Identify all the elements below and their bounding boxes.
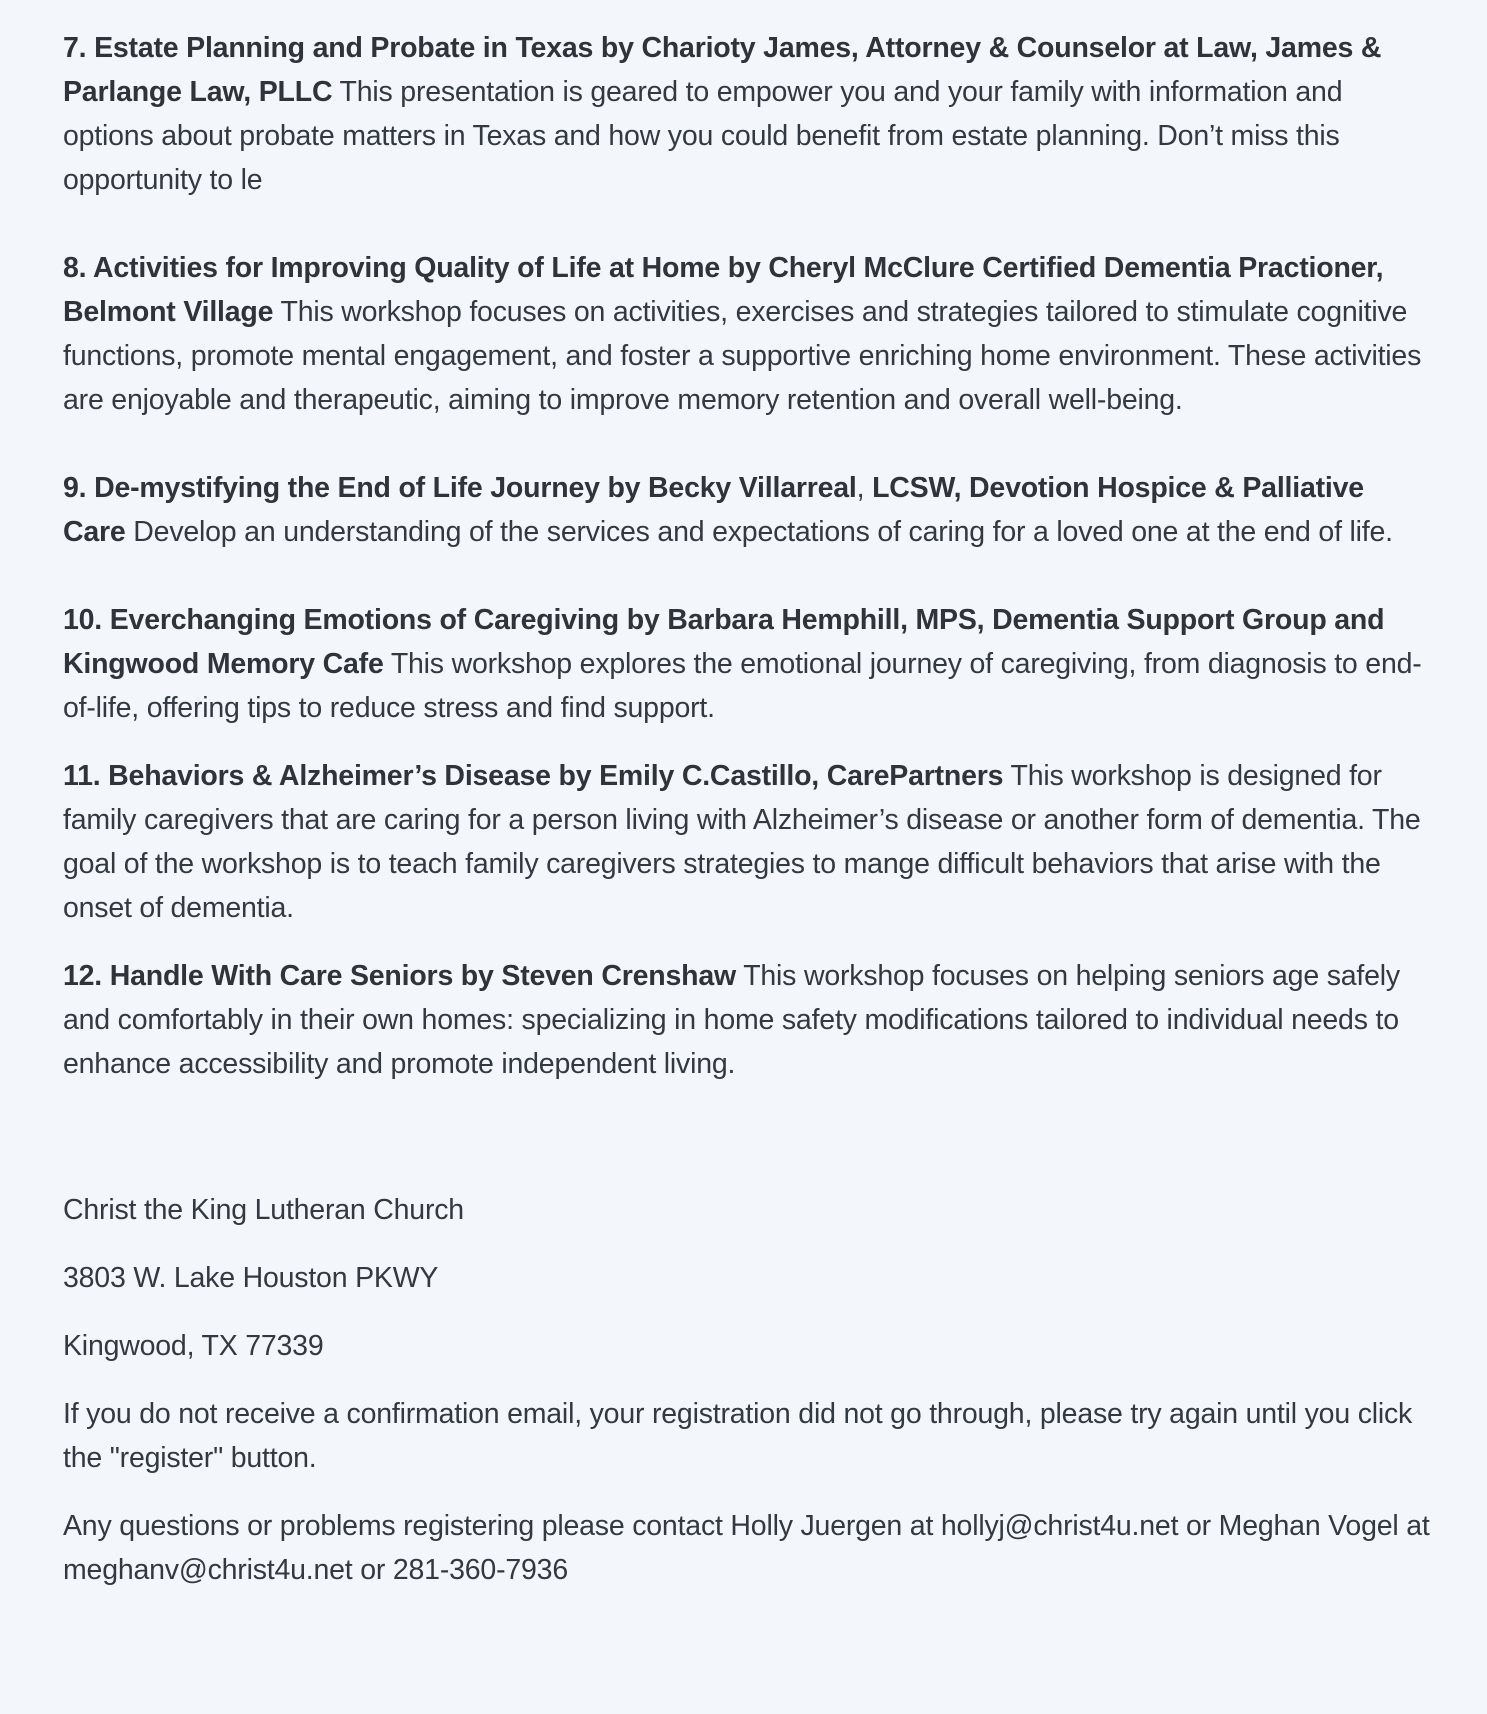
workshop-description: Develop an understanding of the services and expectations of caring for a loved one at the end of life. [125, 516, 1393, 548]
title-separator: , [856, 472, 873, 504]
venue-name: Christ the King Lutheran Church [63, 1194, 464, 1226]
workshop-title: 7. Estate Planning and Probate in Texas by Charioty James, Attorney & Counselor at Law, James & Parlange Law, PLLC [63, 32, 1382, 108]
confirmation-note: If you do not receive a confirmation email, your registration did not go through, please try again until you click the "register" button. [63, 1398, 1413, 1474]
workshop-title: 8. Activities for Improving Quality of Life at Home by Cheryl McClure Certified Dementia Practioner, Belmont Village [63, 252, 1384, 328]
workshop-8 [63, 246, 1433, 422]
workshop-7 [63, 26, 1433, 202]
workshop-12 [63, 954, 1433, 1086]
workshop-10 [63, 598, 1433, 730]
venue-city: Kingwood, TX 77339 [63, 1330, 324, 1362]
workshop-title: 11. Behaviors & Alzheimer’s Disease by Emily C.Castillo, CarePartners [63, 760, 1004, 792]
workshop-title-continued: LCSW, Devotion Hospice & Palliative Care [63, 472, 1364, 548]
workshop-title: 10. Everchanging Emotions of Caregiving by Barbara Hemphill, MPS, Dementia Support Group and Kingwood Memory Cafe [63, 604, 1385, 680]
workshop-11 [63, 754, 1433, 930]
venue-street: 3803 W. Lake Houston PKWY [63, 1262, 439, 1294]
workshop-description: This workshop focuses on helping seniors age safely and comfortably in their own homes: specializing in home safety modifications tailored to individual needs to enhance accessibility and promote independent living. [63, 960, 1400, 1080]
workshop-description: This workshop is designed for family caregivers that are caring for a person living with Alzheimer’s disease or another form of dementia. The goal of the workshop is to teach family caregivers strategies to mange difficult behaviors that arise with the onset of dementia. [63, 760, 1421, 924]
workshop-title: 9. De-mystifying the End of Life Journey by Becky Villarreal [63, 472, 857, 504]
contact-note: Any questions or problems registering please contact Holly Juergen at hollyj@christ4u.net or Meghan Vogel at meghanv@christ4u.net or 281-360-7936 [63, 1510, 1430, 1586]
page-content [63, 26, 1433, 1592]
workshop-description: This presentation is geared to empower you and your family with information and options about probate matters in Texas and how you could benefit from estate planning. Don’t miss this opportunity to le [63, 76, 1343, 196]
workshop-description: This workshop focuses on activities, exercises and strategies tailored to stimulate cognitive functions, promote mental engagement, and foster a supportive enriching home environment. These activities are enjoyable and therapeutic, aiming to improve memory retention and overall well-being. [63, 296, 1422, 416]
workshop-description: This workshop explores the emotional journey of caregiving, from diagnosis to end-of-life, offering tips to reduce stress and find support. [63, 648, 1422, 724]
workshop-title: 12. Handle With Care Seniors by Steven Crenshaw [63, 960, 736, 992]
workshop-9 [63, 466, 1433, 554]
